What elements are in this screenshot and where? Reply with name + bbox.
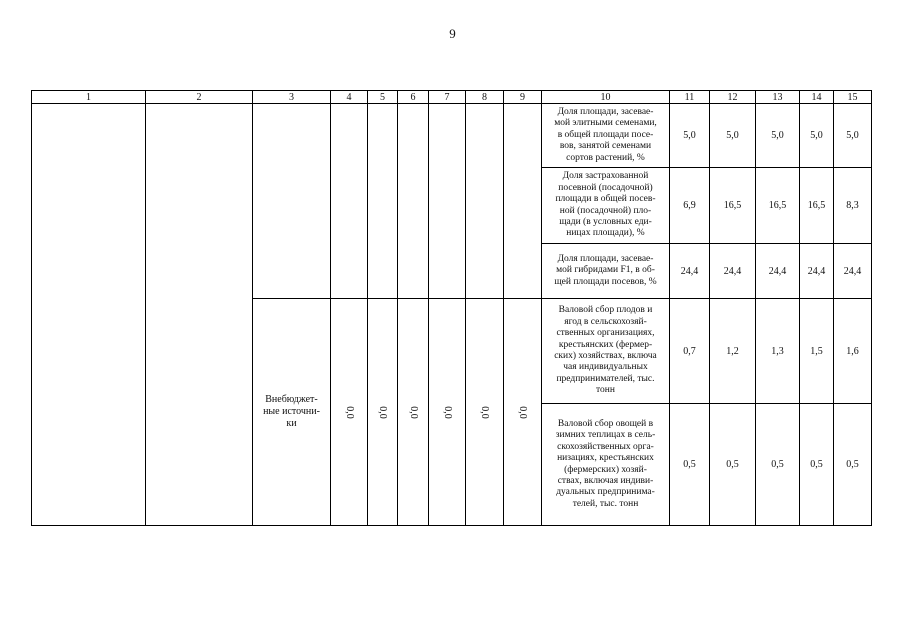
value-cell: 24,4: [834, 244, 872, 299]
amount-cell: 0,0: [429, 299, 466, 526]
amount-cell: 0,0: [466, 299, 504, 526]
column-header: 2: [146, 91, 253, 104]
column-header: 12: [710, 91, 756, 104]
column-header: 6: [398, 91, 429, 104]
column-number-row: [32, 91, 872, 104]
amount-cell: [368, 104, 398, 299]
indicator-name: Доля застрахованной посевной (посадочной) площади в общей посев- ной (посадочной) пло- щади (в условных еди- ницах площади), %: [542, 168, 670, 244]
amount-cell: 0,0: [504, 299, 542, 526]
amount-cell: [398, 104, 429, 299]
column-header: 10: [542, 91, 670, 104]
value-cell: 5,0: [800, 104, 834, 168]
column-header: 13: [756, 91, 800, 104]
value-cell: 1,3: [756, 299, 800, 404]
column-header: 8: [466, 91, 504, 104]
amount-cell: [504, 104, 542, 299]
value-cell: 8,3: [834, 168, 872, 244]
value-cell: 1,6: [834, 299, 872, 404]
value-cell: 0,5: [756, 404, 800, 526]
amount-cell: 0,0: [368, 299, 398, 526]
funding-source-cell: [253, 104, 331, 299]
funding-source-cell: Внебюджет- ные источни- ки: [253, 299, 331, 526]
column-header: 5: [368, 91, 398, 104]
value-cell: 24,4: [800, 244, 834, 299]
column-header: 3: [253, 91, 331, 104]
value-cell: 0,7: [670, 299, 710, 404]
value-cell: 5,0: [670, 104, 710, 168]
column-header: 1: [32, 91, 146, 104]
value-cell: 0,5: [710, 404, 756, 526]
value-cell: 1,2: [710, 299, 756, 404]
value-cell: 24,4: [670, 244, 710, 299]
column-header: 7: [429, 91, 466, 104]
value-cell: 6,9: [670, 168, 710, 244]
amount-cell: [429, 104, 466, 299]
amount-cell: 0,0: [331, 299, 368, 526]
amount-cell: 0,0: [398, 299, 429, 526]
indicator-name: Доля площади, засевае- мой гибридами F1, в об- щей площади посевов, %: [542, 244, 670, 299]
data-table: [31, 90, 872, 526]
column-header: 4: [331, 91, 368, 104]
value-cell: 24,4: [710, 244, 756, 299]
amount-cell: [331, 104, 368, 299]
value-cell: 5,0: [710, 104, 756, 168]
column-header: 11: [670, 91, 710, 104]
amount-cell: [466, 104, 504, 299]
cell-col-2: [146, 104, 253, 526]
column-header: 14: [800, 91, 834, 104]
value-cell: 5,0: [834, 104, 872, 168]
column-header: 9: [504, 91, 542, 104]
value-cell: 16,5: [710, 168, 756, 244]
column-header: 15: [834, 91, 872, 104]
value-cell: 0,5: [670, 404, 710, 526]
value-cell: 0,5: [800, 404, 834, 526]
cell-col-1: [32, 104, 146, 526]
value-cell: 1,5: [800, 299, 834, 404]
page-number: 9: [449, 26, 456, 41]
value-cell: 24,4: [756, 244, 800, 299]
value-cell: 5,0: [756, 104, 800, 168]
value-cell: 16,5: [800, 168, 834, 244]
value-cell: 16,5: [756, 168, 800, 244]
value-cell: 0,5: [834, 404, 872, 526]
indicator-name: Валовой сбор плодов и ягод в сельскохозяй- ственных организациях, крестьянских (фермер- ских) хозяйствах, включа чая индивидуальных предпринимателей, тыс. тонн: [542, 299, 670, 404]
indicator-name: Доля площади, засевае- мой элитными семенами, в общей площади посе- вов, занятой семенами сортов растений, %: [542, 104, 670, 168]
indicator-name: Валовой сбор овощей в зимних теплицах в сель- скохозяйственных орга- низациях, крестьянских (фермерских) хозяй- ствах, включая индиви- дуальных предпринима- телей, тыс. тонн: [542, 404, 670, 526]
table-row: [32, 104, 872, 168]
